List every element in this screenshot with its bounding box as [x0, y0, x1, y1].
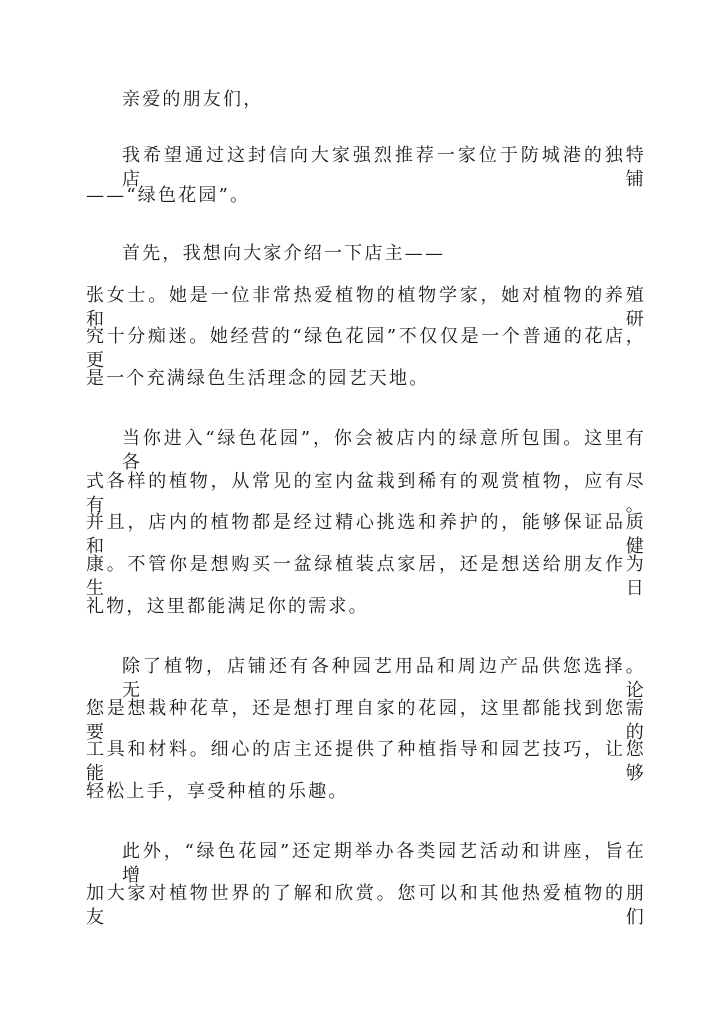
- paragraph-4-line-3: 工具和材料。细心的店主还提供了种植指导和园艺技巧，让您能够: [86, 739, 646, 784]
- paragraph-4-line-4: 轻松上手，享受种植的乐趣。: [86, 781, 349, 802]
- paragraph-3-line-3: 并且，店内的植物都是经过精心挑选和养护的，能够保证品质和健: [86, 512, 646, 557]
- paragraph-5-line-1: 此外，“绿色花园”还定期举办各类园艺活动和讲座，旨在增: [122, 841, 646, 886]
- salutation: 亲爱的朋友们，: [122, 89, 264, 110]
- paragraph-2-line-3: 究十分痴迷。她经营的“绿色花园”不仅仅是一个普通的花店，更: [86, 326, 646, 371]
- paragraph-3-line-2: 式各样的植物，从常见的室内盆栽到稀有的观赏植物，应有尽有。: [86, 471, 646, 516]
- paragraph-3-line-5: 礼物，这里都能满足你的需求。: [86, 596, 369, 617]
- paragraph-4-line-2: 您是想栽种花草，还是想打理自家的花园，这里都能找到您需要的: [86, 698, 646, 743]
- paragraph-4-line-1: 除了植物，店铺还有各种园艺用品和周边产品供您选择。无论: [122, 656, 646, 701]
- paragraph-3-line-1: 当你进入“绿色花园”，你会被店内的绿意所包围。这里有各: [122, 428, 646, 473]
- paragraph-1-line-1: 我希望通过这封信向大家强烈推荐一家位于防城港的独特店铺: [122, 145, 646, 190]
- paragraph-1-line-2: ——“绿色花园”。: [86, 185, 251, 206]
- paragraph-2-line-4: 是一个充满绿色生活理念的园艺天地。: [86, 368, 430, 389]
- paragraph-3-line-4: 康。不管你是想购买一盆绿植装点家居，还是想送给朋友作为生日: [86, 554, 646, 599]
- paragraph-5-line-2: 加大家对植物世界的了解和欣赏。您可以和其他热爱植物的朋友们: [86, 883, 646, 928]
- paragraph-2-line-1: 首先，我想向大家介绍一下店主——: [122, 243, 446, 264]
- paragraph-2-line-2: 张女士。她是一位非常热爱植物的植物学家，她对植物的养殖和研: [86, 285, 646, 330]
